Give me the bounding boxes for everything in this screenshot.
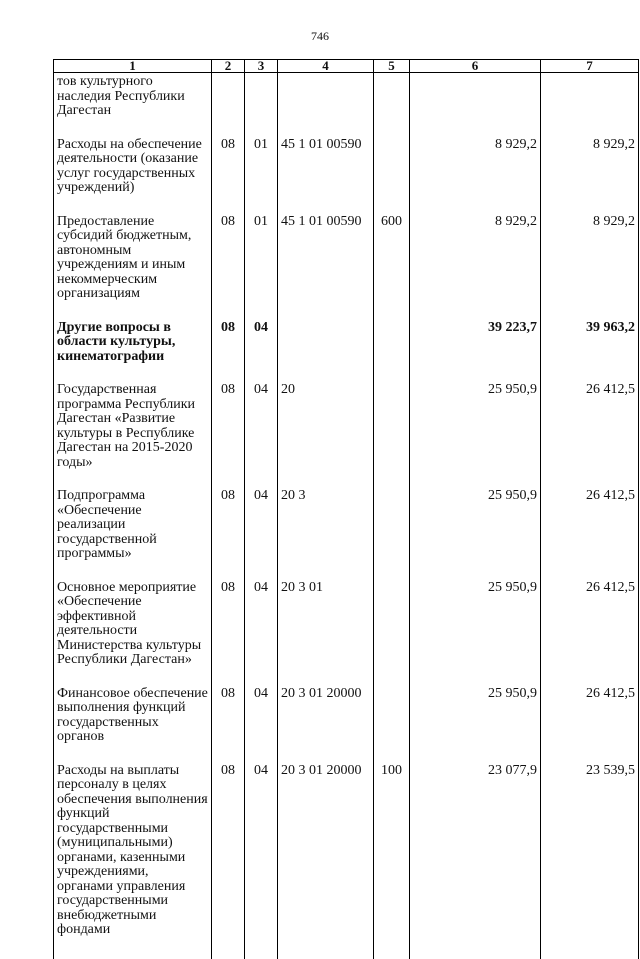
amount-year-2 <box>541 73 639 136</box>
amount-year-1: 25 950,9 <box>410 487 541 579</box>
column-header-4: 4 <box>278 60 374 73</box>
amount-year-1: 25 950,9 <box>410 381 541 487</box>
subsection-code: 01 <box>245 213 278 319</box>
table-row <box>54 73 639 136</box>
table-row <box>54 136 639 213</box>
row-name: Предоставление субсидий бюджетным, автономным учреждениям и иным некоммерческим организациям <box>54 213 212 319</box>
table-row <box>54 685 639 762</box>
target-article-code: 45 1 01 00590 <box>278 136 374 213</box>
row-name: Расходы на обеспечение деятельности (оказание услуг государственных учреждений) <box>54 136 212 213</box>
amount-year-2: 8 929,2 <box>541 213 639 319</box>
amount-year-1 <box>410 73 541 136</box>
row-name: Государственная программа Республики Дагестан «Развитие культуры в Республике Дагестан на 2015-2020 годы» <box>54 381 212 487</box>
table-row <box>54 319 639 382</box>
row-name: Основное мероприятие «Обеспечение эффективной деятельности Министерства культуры Республики Дагестан» <box>54 579 212 685</box>
amount-year-1: 23 077,9 <box>410 762 541 959</box>
row-name: Другие вопросы в области культуры, кинематографии <box>54 319 212 382</box>
page-number: 746 <box>311 29 329 43</box>
table-row <box>54 487 639 579</box>
amount-year-2: 26 412,5 <box>541 579 639 685</box>
amount-year-2: 26 412,5 <box>541 487 639 579</box>
header-row <box>54 60 639 73</box>
subsection-code: 04 <box>245 579 278 685</box>
subsection-code: 04 <box>245 762 278 959</box>
table-row <box>54 213 639 319</box>
target-article-code: 45 1 01 00590 <box>278 213 374 319</box>
section-code: 08 <box>212 381 245 487</box>
target-article-code: 20 3 01 20000 <box>278 762 374 959</box>
subsection-code: 01 <box>245 136 278 213</box>
table-body <box>54 73 639 959</box>
table-row <box>54 762 639 959</box>
amount-year-2: 8 929,2 <box>541 136 639 213</box>
amount-year-1: 25 950,9 <box>410 579 541 685</box>
table-row <box>54 381 639 487</box>
amount-year-2: 26 412,5 <box>541 381 639 487</box>
row-name: Расходы на выплаты персоналу в целях обеспечения выполнения функций государственными (муниципальными) органами, казенными учреждениями, органами управления государственными внебюджетными фондами <box>54 762 212 959</box>
target-article-code <box>278 319 374 382</box>
section-code: 08 <box>212 685 245 762</box>
section-code: 08 <box>212 579 245 685</box>
row-name: Финансовое обеспечение выполнения функций государственных органов <box>54 685 212 762</box>
amount-year-2: 23 539,5 <box>541 762 639 959</box>
amount-year-1: 8 929,2 <box>410 213 541 319</box>
target-article-code <box>278 73 374 136</box>
section-code: 08 <box>212 136 245 213</box>
column-header-3: 3 <box>245 60 278 73</box>
column-header-6: 6 <box>410 60 541 73</box>
amount-year-2: 26 412,5 <box>541 685 639 762</box>
expense-type-code: 600 <box>374 213 410 319</box>
section-code: 08 <box>212 319 245 382</box>
column-header-2: 2 <box>212 60 245 73</box>
row-name: тов культурного наследия Республики Дагестан <box>54 73 212 136</box>
section-code: 08 <box>212 762 245 959</box>
subsection-code: 04 <box>245 487 278 579</box>
expense-type-code <box>374 319 410 382</box>
expense-type-code <box>374 381 410 487</box>
expense-type-code <box>374 136 410 213</box>
subsection-code: 04 <box>245 319 278 382</box>
column-header-5: 5 <box>374 60 410 73</box>
section-code: 08 <box>212 487 245 579</box>
budget-table <box>53 59 639 959</box>
column-header-7: 7 <box>541 60 639 73</box>
subsection-code: 04 <box>245 381 278 487</box>
amount-year-1: 8 929,2 <box>410 136 541 213</box>
table-row <box>54 579 639 685</box>
expense-type-code: 100 <box>374 762 410 959</box>
target-article-code: 20 3 <box>278 487 374 579</box>
amount-year-1: 39 223,7 <box>410 319 541 382</box>
section-code <box>212 73 245 136</box>
expense-type-code <box>374 579 410 685</box>
expense-type-code <box>374 73 410 136</box>
target-article-code: 20 3 01 20000 <box>278 685 374 762</box>
subsection-code <box>245 73 278 136</box>
section-code: 08 <box>212 213 245 319</box>
row-name: Подпрограмма «Обеспечение реализации государственной программы» <box>54 487 212 579</box>
column-header-1: 1 <box>54 60 212 73</box>
target-article-code: 20 <box>278 381 374 487</box>
amount-year-2: 39 963,2 <box>541 319 639 382</box>
target-article-code: 20 3 01 <box>278 579 374 685</box>
expense-type-code <box>374 685 410 762</box>
amount-year-1: 25 950,9 <box>410 685 541 762</box>
expense-type-code <box>374 487 410 579</box>
subsection-code: 04 <box>245 685 278 762</box>
